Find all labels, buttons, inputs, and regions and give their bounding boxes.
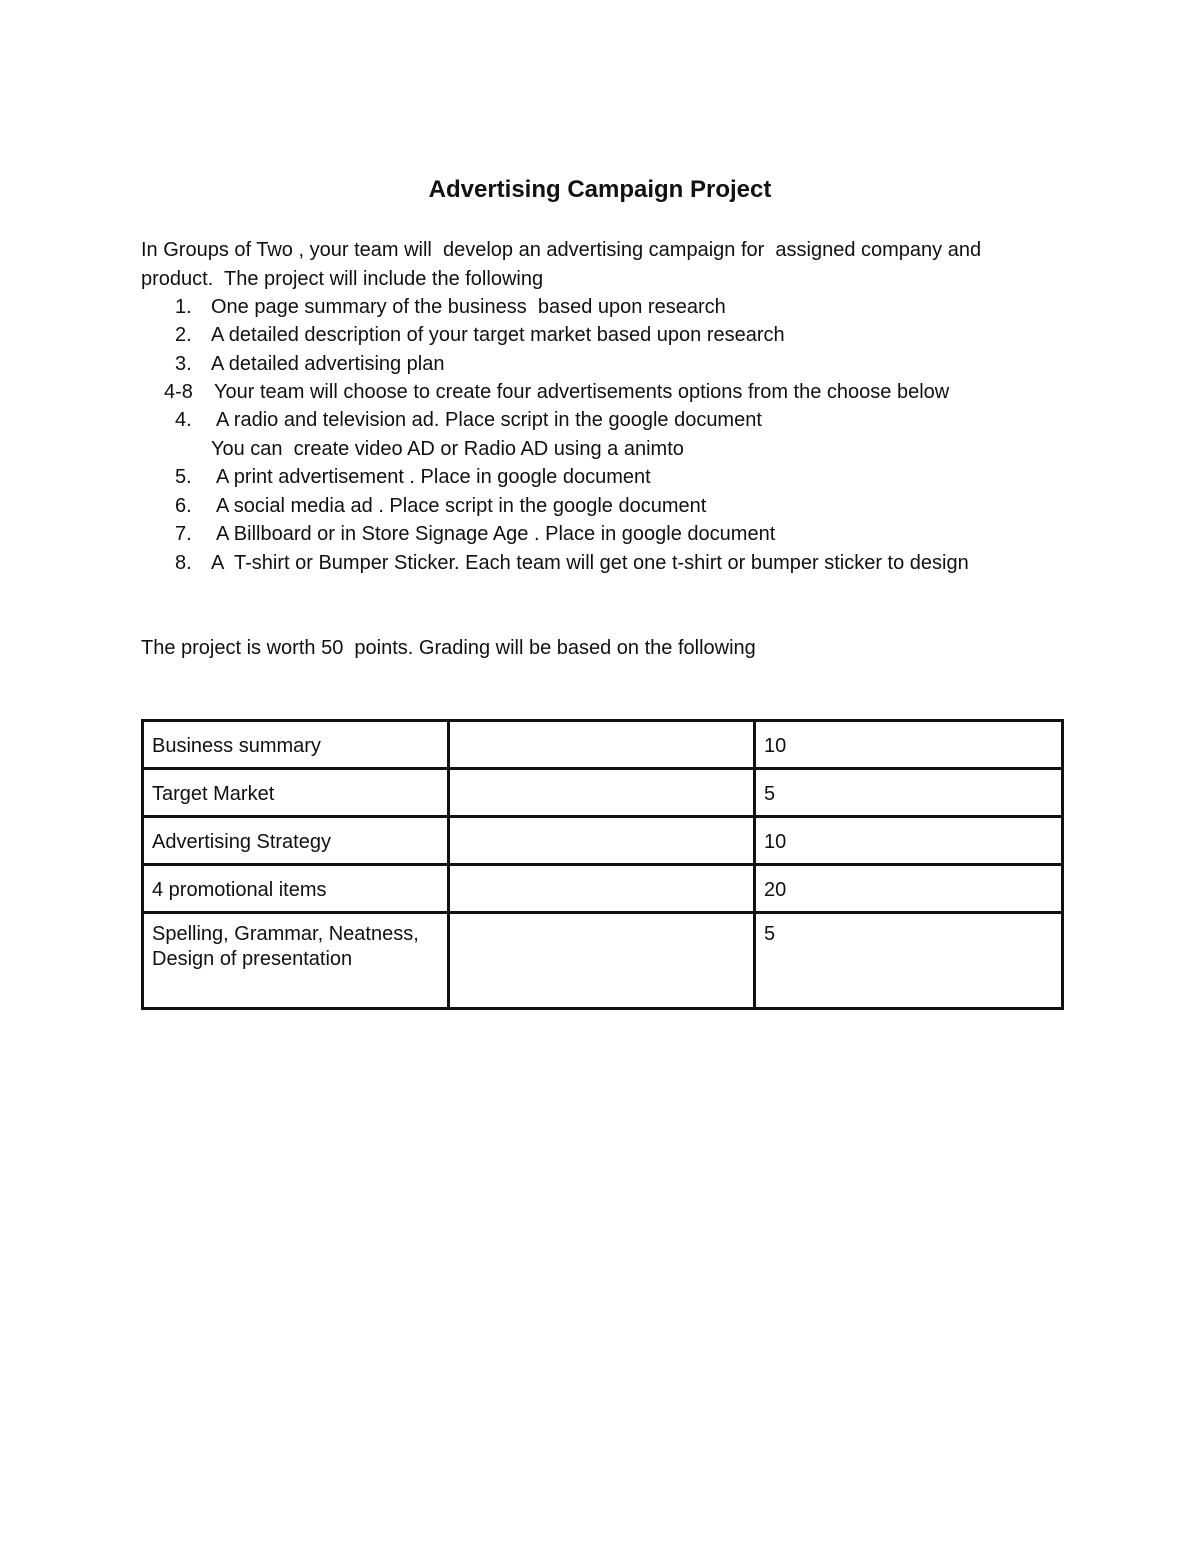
rubric-points: 5: [755, 769, 1063, 817]
grading-line: The project is worth 50 points. Grading will be based on the following: [141, 637, 756, 659]
rubric-blank-cell: [449, 721, 755, 769]
list-item-number: 4.: [175, 409, 192, 431]
list-item-number: 5.: [175, 466, 192, 488]
intro-line-1: In Groups of Two , your team will develop an advertising campaign for assigned company and: [141, 239, 982, 261]
list-item-text: One page summary of the business based upon research: [211, 296, 726, 318]
rubric-item: Spelling, Grammar, Neatness, Design of presentation: [143, 913, 449, 1009]
rubric-points: 10: [755, 817, 1063, 865]
list-item-number: 4-8: [164, 381, 193, 403]
list-item-number: 3.: [175, 353, 192, 375]
list-item-continuation: You can create video AD or Radio AD using a animto: [211, 438, 684, 460]
list-item-text: A detailed advertising plan: [211, 353, 445, 375]
rubric-item: Target Market: [143, 769, 449, 817]
table-row: [143, 913, 1063, 1009]
list-item-number: 8.: [175, 552, 192, 574]
table-row: [143, 817, 1063, 865]
list-item-text: Your team will choose to create four advertisements options from the choose below: [214, 381, 950, 403]
grading-rubric-table: [141, 719, 1064, 1010]
document-title: Advertising Campaign Project: [428, 176, 772, 203]
table-row: [143, 865, 1063, 913]
rubric-points: 5: [755, 913, 1063, 1009]
rubric-blank-cell: [449, 865, 755, 913]
rubric-points: 20: [755, 865, 1063, 913]
rubric-item: Advertising Strategy: [143, 817, 449, 865]
table-row: [143, 769, 1063, 817]
rubric-blank-cell: [449, 817, 755, 865]
rubric-item: 4 promotional items: [143, 865, 449, 913]
list-item-number: 1.: [175, 296, 192, 318]
rubric-blank-cell: [449, 913, 755, 1009]
table-row: [143, 721, 1063, 769]
list-item-text: A social media ad . Place script in the google document: [216, 495, 707, 517]
list-item-text: A print advertisement . Place in google document: [216, 466, 651, 488]
rubric-blank-cell: [449, 769, 755, 817]
list-item-number: 2.: [175, 324, 192, 346]
list-item-number: 7.: [175, 523, 192, 545]
list-item-text: A T-shirt or Bumper Sticker. Each team will get one t-shirt or bumper sticker to design: [211, 552, 969, 574]
list-item-text: A detailed description of your target market based upon research: [211, 324, 785, 346]
rubric-points: 10: [755, 721, 1063, 769]
list-item-text: A Billboard or in Store Signage Age . Place in google document: [216, 523, 776, 545]
rubric-item: Business summary: [143, 721, 449, 769]
list-item-number: 6.: [175, 495, 192, 517]
intro-line-2: product. The project will include the following: [141, 268, 544, 290]
list-item-text: A radio and television ad. Place script in the google document: [216, 409, 762, 431]
